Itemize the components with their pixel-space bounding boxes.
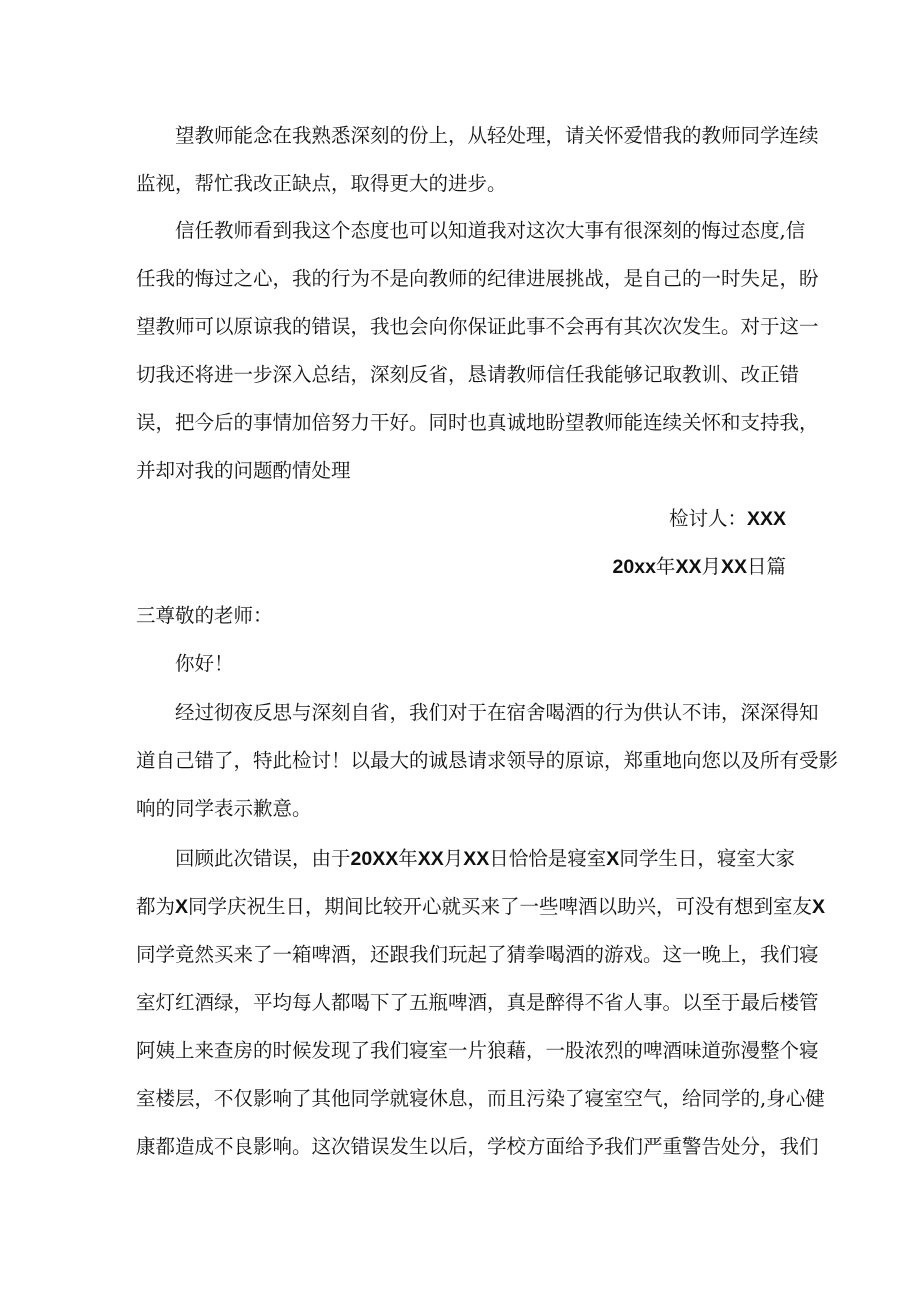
paragraph-2-line-6: 并却对我的问题酌情处理 [136, 459, 351, 482]
paragraph-4-line-2 [136, 894, 826, 920]
paragraph-1-line-1: 望教师能念在我熟悉深刻的份上，从轻处理，请关怀爱惜我的教师同学连续 [175, 124, 819, 147]
date-year-suffix: 年 [655, 555, 676, 578]
p4-x: X [606, 848, 620, 870]
paragraph-3-line-3: 响的同学表示歉意。 [136, 797, 312, 820]
paragraph-1-line-2: 监视，帮忙我改正缺点，取得更大的进步。 [136, 172, 507, 195]
p4-text-a: 回顾此次错误，由于 [175, 847, 351, 870]
signature-name: XXX [746, 508, 786, 530]
paragraph-4-line-1 [175, 846, 795, 872]
p4-l2-text-b: 同学庆祝生日，期间比较开心就买来了一些啤酒以助兴，可没有想到室友 [188, 895, 813, 918]
paragraph-2-line-1: 信任教师看到我这个态度也可以知道我对这次大事有很深刻的悔过态度,信 [175, 219, 806, 242]
paragraph-3-line-1: 经过彻夜反思与深刻自省，我们对于在宿舍喝酒的行为供认不讳，深深得知 [175, 701, 819, 724]
paragraph-4-line-5: 阿姨上来查房的时候发现了我们寝室一片狼藉，一股浓烈的啤酒味道弥漫整个寝 [136, 1039, 819, 1062]
paragraph-4-line-3: 同学竟然买来了一箱啤酒，还跟我们玩起了猜拳喝酒的游戏。这一晚上，我们寝 [136, 943, 819, 966]
p4-year: 20XX [350, 848, 399, 870]
p4-day: XX [463, 848, 490, 870]
date-day: XX [720, 556, 747, 578]
p4-l2-x2: X [812, 896, 826, 918]
p4-l2-x1: X [175, 896, 189, 918]
date-month-suffix: 月 [701, 555, 721, 578]
paragraph-2-line-4: 切我还将进一步深入总结，深刻反省，恳请教师信任我能够记取教训、改正错 [136, 363, 800, 386]
paragraph-4-line-6: 室楼层，不仅影响了其他同学就寝休息，而且污染了寝室空气，给同学的,身心健 [136, 1087, 825, 1110]
paragraph-2-line-5: 误，把今后的事情加倍努力干好。同时也真诚地盼望教师能连续关怀和支持我， [136, 411, 819, 434]
p4-l2-text-a: 都为 [136, 895, 176, 918]
salutation: 三尊敬的老师： [136, 604, 273, 627]
paragraph-2-line-3: 望教师可以原谅我的错误，我也会向你保证此事不会再有其次次发生。对于这一 [136, 315, 819, 338]
p4-text-c: 月 [443, 847, 464, 870]
p4-month: XX [417, 848, 444, 870]
p4-text-d: 日恰恰是寝室 [489, 847, 607, 870]
greeting: 你好！ [175, 652, 234, 675]
signature-label: 检讨人： [668, 507, 747, 530]
p4-text-b: 年 [398, 847, 418, 870]
p4-text-e: 同学生日，寝室大家 [619, 847, 795, 870]
date-year: 20xx [612, 556, 656, 578]
date-day-suffix: 日篇 [746, 555, 786, 578]
signature-line [669, 506, 786, 532]
date-line [613, 554, 786, 580]
paragraph-2-line-2: 任我的悔过之心，我的行为不是向教师的纪律进展挑战，是自己的一时失足，盼 [136, 267, 819, 290]
date-month: XX [675, 556, 702, 578]
paragraph-3-line-2: 道自己错了，特此检讨！以最大的诚恳请求领导的原谅，郑重地向您以及所有受影 [136, 749, 839, 772]
paragraph-4-line-4: 室灯红酒绿，平均每人都喝下了五瓶啤酒，真是醉得不省人事。以至于最后楼管 [136, 991, 819, 1014]
paragraph-4-line-7: 康都造成不良影响。这次错误发生以后，学校方面给予我们严重警告处分，我们 [136, 1135, 819, 1158]
